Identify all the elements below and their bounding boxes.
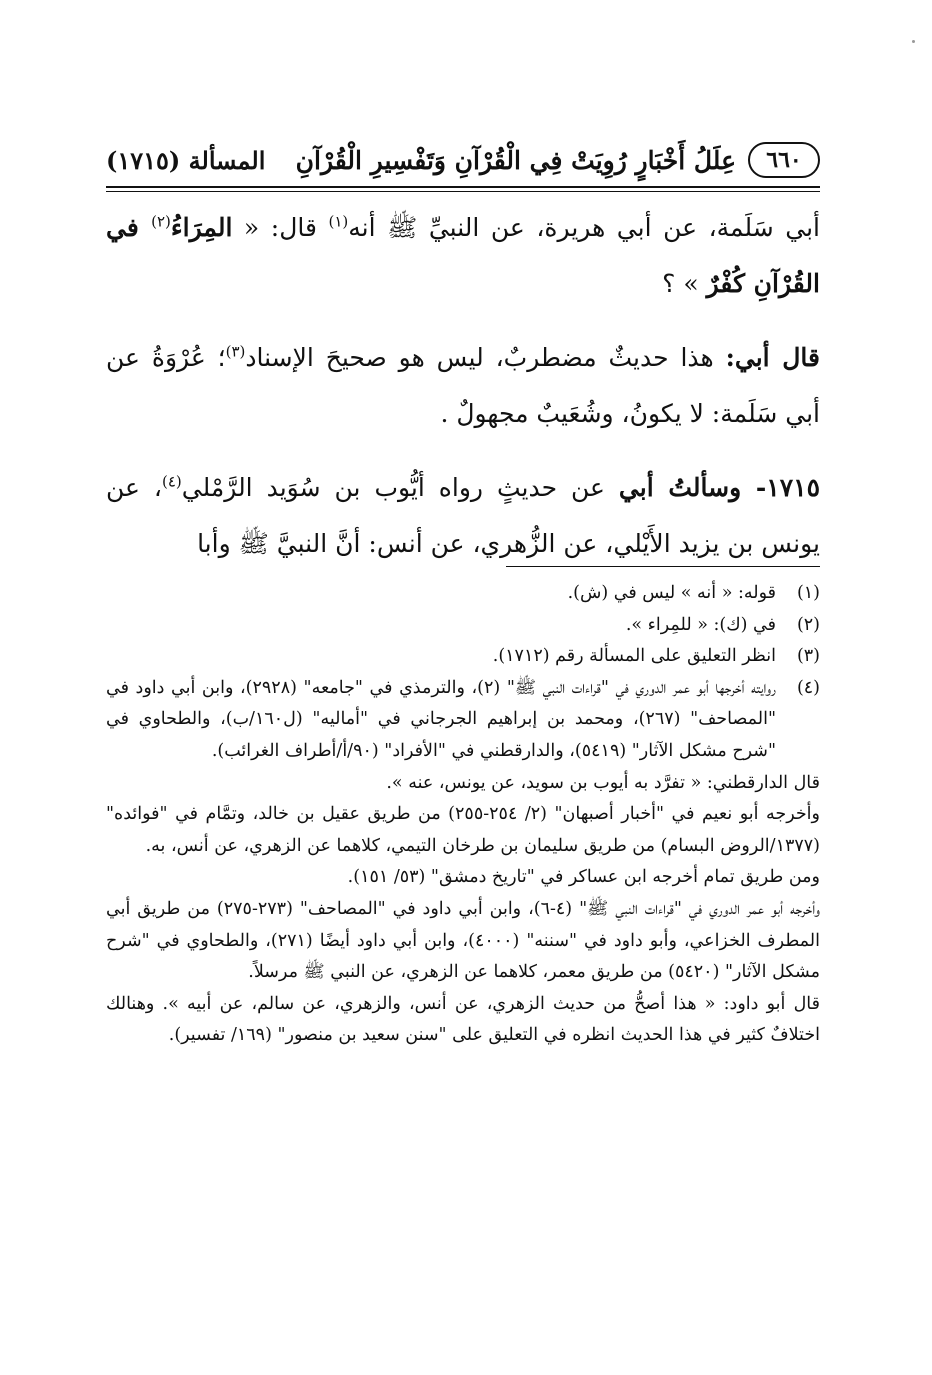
- paragraph-issue-1715: [106, 460, 820, 572]
- footnote-continuation: وأخرجه أبو عمر الدوري في "قراءات النبي ﷺ" (٤-٦)، وابن أبي داود في "المصاحف" (٢٧٣-٢٧٥) من طريق أبي المطرف الخزاعي، وأبو داود في "سننه" (٤٠٠٠)، وابن أبي داود أيضًا (٢٧١)، والطحاوي في "شرح مشكل الآثار" (٥٤٢٠) من طريق معمر، كلاهما عن الزهري، عن النبي ﷺ مرسلاً.: [106, 898, 820, 983]
- text-span: عن حديثٍ رواه أيُّوب بن سُوَيد الرَّمْلي: [181, 473, 619, 502]
- footnote-separator: [506, 566, 820, 567]
- scan-dot: [912, 40, 915, 43]
- text-span: هذا حديثٌ مضطربٌ، ليس هو صحيحَ الإسناد: [245, 343, 726, 372]
- footnote-number: (٣): [796, 646, 820, 667]
- footnote: [106, 641, 820, 673]
- paragraph-verdict: [106, 330, 820, 442]
- footnote-text: قوله: « أنه » ليس في (ش).: [567, 583, 776, 603]
- footnote-ref: (٤): [161, 472, 182, 491]
- footnote: [106, 673, 820, 768]
- footnote-continuation: ومن طريق تمام أخرجه ابن عساكر في "تاريخ دمشق" (٥٣/ ١٥١).: [347, 867, 820, 888]
- issue-heading: ١٧١٥- وسألتُ أبي: [618, 473, 820, 502]
- main-text: [106, 200, 820, 572]
- footnote-text: روايته أخرجها أبو عمر الدوري في "قراءات النبي ﷺ" (٢)، والترمذي في "جامعه" (٢٩٢٨)، وابن أبي داود في "المصاحف" (٢٦٧)، ومحمد بن إبراهيم الجرجاني في "أماليه" (ل١٦٠/ب)، والطحاوي في "شرح مشكل الآثار" (٥٤١٩)، والدارقطني في "الأفراد" (٩٠/أ/أطراف الغرائب).: [106, 677, 777, 761]
- header-rule: [106, 186, 820, 192]
- page-header: [106, 138, 820, 182]
- issue-label: المسألة (١٧١٥): [106, 145, 266, 175]
- footnote-number: (٤): [796, 677, 820, 698]
- text-span: أبي سَلَمة، عن أبي هريرة، عن النبيِّ ﷺ أنه: [348, 213, 820, 242]
- text-span: ، عن يونس بن يزيد الأَيْلي، عن الزُّهري، عن أنس: أنَّ النبيَّ ﷺ وأبا: [106, 473, 820, 558]
- footnote: [106, 578, 820, 610]
- footnote: [106, 610, 820, 642]
- text-span: » ؟: [662, 269, 707, 298]
- footnote-continuation: قال الدارقطني: « تفرَّد به أيوب بن سويد، عن يونس، عنه ».: [386, 772, 820, 793]
- footnote-number: (١): [796, 583, 820, 603]
- footnote-ref: (١): [328, 212, 349, 231]
- footnote-number: (٢): [796, 614, 820, 635]
- footnote-text: انظر التعليق على المسألة رقم (١٧١٢).: [492, 646, 776, 667]
- footnotes: [106, 578, 820, 1052]
- footnote-continuation: قال أبو داود: « هذا أصحُّ من حديث الزهري، عن أنس، والزهري، عن سالم، عن أبيه ». وهنالك اختلافٌ كثير في هذا الحديث انظره في التعليق على "سنن سعيد بن منصور" (١٦٩/ تفسير).: [106, 993, 820, 1046]
- speaker-label: قال أبي:: [725, 343, 821, 372]
- paragraph-hadith: [106, 200, 820, 312]
- text-span: ؛ عُرْوَةُ عن أبي سَلَمة: لا يكونُ، وشُعَيبٌ مجهولٌ .: [106, 343, 820, 428]
- footnote-continuation: وأخرجه أبو نعيم في "أخبار أصبهان" (٢/ ٢٥٤-٢٥٥) من طريق عقيل بن خالد، وتمَّام في "فوائده" (١٣٧٧/الروض البسام) من طريق سليمان بن طرخان التيمي، كلاهما عن الزهري، عن أنس، به.: [106, 804, 820, 856]
- hadith-text: المِرَاءُ: [170, 213, 233, 242]
- footnote-ref: (٢): [151, 212, 171, 231]
- text-span: قال: «: [232, 213, 329, 242]
- footnote-text: في (ك): « للمِراء ».: [625, 614, 776, 635]
- book-title: عِلَلُ أَخْبَارٍ رُوِيَتْ فِي الْقُرْآنِ وَتَفْسِيرِ الْقُرْآنِ: [295, 145, 736, 175]
- hadith-text: في القُرْآنِ كُفْرٌ: [106, 213, 820, 298]
- footnote-ref: (٣): [225, 342, 246, 361]
- page-number: ٦٦٠: [748, 142, 820, 178]
